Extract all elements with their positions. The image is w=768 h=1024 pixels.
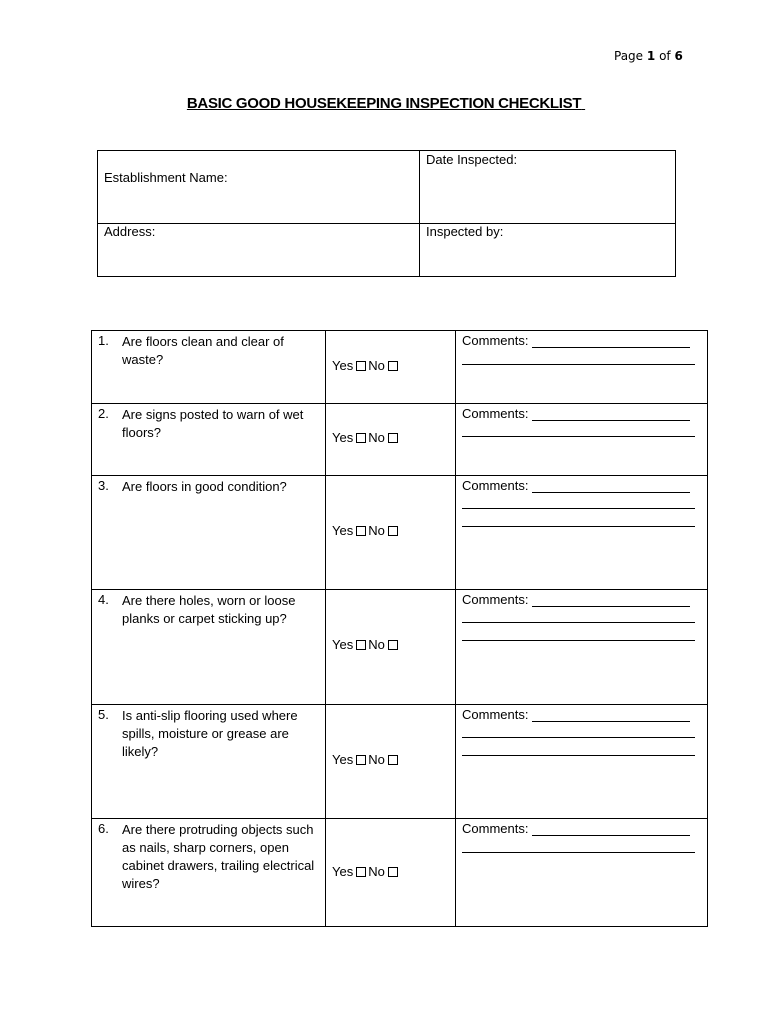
- no-checkbox[interactable]: [388, 640, 398, 650]
- page-total: 6: [674, 49, 683, 63]
- answer-cell: [325, 819, 455, 926]
- comments-cell: [455, 705, 707, 818]
- establishment-name-field[interactable]: Establishment Name:: [104, 170, 228, 185]
- no-label: No: [368, 358, 385, 373]
- comment-line[interactable]: [532, 709, 690, 722]
- yes-label: Yes: [332, 752, 354, 767]
- question-number: 2.: [98, 406, 109, 421]
- question-number: 1.: [98, 333, 109, 348]
- page-indicator: [614, 49, 683, 63]
- question-text: Are there holes, worn or loose planks or carpet sticking up?: [122, 593, 296, 626]
- question-text: Is anti-slip flooring used where spills, moisture or grease are likely?: [122, 708, 298, 759]
- comment-line[interactable]: [532, 408, 690, 421]
- comments-field[interactable]: [462, 707, 690, 722]
- checklist-row-1: [92, 331, 707, 403]
- comment-line[interactable]: [462, 755, 695, 756]
- no-label: No: [368, 637, 385, 652]
- question-cell: [92, 590, 325, 704]
- comments-label: Comments:: [462, 707, 529, 722]
- comments-label: Comments:: [462, 333, 529, 348]
- question-text: Are signs posted to warn of wet floors?: [122, 407, 304, 440]
- comments-field[interactable]: [462, 821, 690, 836]
- info-table: [97, 150, 676, 277]
- info-divider-horizontal: [98, 223, 675, 224]
- no-label: No: [368, 752, 385, 767]
- comment-line[interactable]: [462, 526, 695, 527]
- question-text: Are floors in good condition?: [122, 479, 287, 494]
- question-number: 5.: [98, 707, 109, 722]
- question-number: 6.: [98, 821, 109, 836]
- checklist-row-5: [92, 704, 707, 818]
- info-divider-vertical: [419, 151, 420, 276]
- comments-cell: [455, 476, 707, 589]
- checklist-table: [91, 330, 708, 927]
- checklist-row-2: [92, 403, 707, 475]
- yes-checkbox[interactable]: [356, 433, 366, 443]
- answer-cell: [325, 705, 455, 818]
- inspected-by-field[interactable]: Inspected by:: [426, 224, 504, 239]
- question-number: 3.: [98, 478, 109, 493]
- question-cell: [92, 819, 325, 926]
- comments-label: Comments:: [462, 821, 529, 836]
- yes-checkbox[interactable]: [356, 755, 366, 765]
- yes-no-group: [332, 637, 400, 652]
- question-cell: [92, 705, 325, 818]
- yes-checkbox[interactable]: [356, 361, 366, 371]
- no-checkbox[interactable]: [388, 526, 398, 536]
- comments-cell: [455, 590, 707, 704]
- checklist-row-4: [92, 589, 707, 704]
- comments-cell: [455, 819, 707, 926]
- page-current: 1: [646, 49, 656, 63]
- yes-label: Yes: [332, 864, 354, 879]
- answer-cell: [325, 404, 455, 475]
- comments-field[interactable]: [462, 333, 690, 348]
- date-inspected-field[interactable]: Date Inspected:: [426, 152, 518, 167]
- yes-no-group: [332, 430, 400, 445]
- comment-line[interactable]: [462, 508, 695, 509]
- comment-line[interactable]: [462, 852, 695, 853]
- yes-checkbox[interactable]: [356, 526, 366, 536]
- comment-line[interactable]: [462, 737, 695, 738]
- address-field[interactable]: Address:: [104, 224, 156, 239]
- comments-field[interactable]: [462, 478, 690, 493]
- comment-line[interactable]: [462, 364, 695, 365]
- comment-line[interactable]: [532, 335, 690, 348]
- comment-line[interactable]: [532, 823, 690, 836]
- comments-cell: [455, 331, 707, 403]
- question-text: Are there protruding objects such as nails, sharp corners, open cabinet drawers, trailing electrical wires?: [122, 822, 315, 891]
- no-checkbox[interactable]: [388, 755, 398, 765]
- no-checkbox[interactable]: [388, 433, 398, 443]
- yes-label: Yes: [332, 430, 354, 445]
- document-title: [0, 95, 768, 112]
- no-label: No: [368, 523, 385, 538]
- no-label: No: [368, 864, 385, 879]
- yes-no-group: [332, 864, 400, 879]
- comment-line[interactable]: [462, 436, 695, 437]
- yes-label: Yes: [332, 637, 354, 652]
- no-checkbox[interactable]: [388, 867, 398, 877]
- answer-cell: [325, 476, 455, 589]
- comments-field[interactable]: [462, 406, 690, 421]
- yes-no-group: [332, 523, 400, 538]
- comments-label: Comments:: [462, 406, 529, 421]
- yes-no-group: [332, 358, 400, 373]
- question-cell: [92, 404, 325, 475]
- yes-label: Yes: [332, 358, 354, 373]
- answer-cell: [325, 590, 455, 704]
- question-cell: [92, 331, 325, 403]
- answer-cell: [325, 331, 455, 403]
- checklist-row-3: [92, 475, 707, 589]
- no-label: No: [368, 430, 385, 445]
- question-text: Are floors clean and clear of waste?: [122, 334, 284, 367]
- comments-cell: [455, 404, 707, 475]
- comment-line[interactable]: [462, 640, 695, 641]
- comments-label: Comments:: [462, 592, 529, 607]
- page-of: of: [659, 49, 671, 63]
- comments-field[interactable]: [462, 592, 690, 607]
- checklist-row-6: [92, 818, 707, 926]
- comments-label: Comments:: [462, 478, 529, 493]
- yes-checkbox[interactable]: [356, 640, 366, 650]
- yes-label: Yes: [332, 523, 354, 538]
- yes-checkbox[interactable]: [356, 867, 366, 877]
- question-number: 4.: [98, 592, 109, 607]
- no-checkbox[interactable]: [388, 361, 398, 371]
- yes-no-group: [332, 752, 400, 767]
- page-prefix: Page: [614, 49, 644, 63]
- comment-line[interactable]: [532, 594, 690, 607]
- comment-line[interactable]: [532, 480, 690, 493]
- title-text: BASIC GOOD HOUSEKEEPING INSPECTION CHECKLIST: [186, 95, 582, 112]
- question-cell: [92, 476, 325, 589]
- comment-line[interactable]: [462, 622, 695, 623]
